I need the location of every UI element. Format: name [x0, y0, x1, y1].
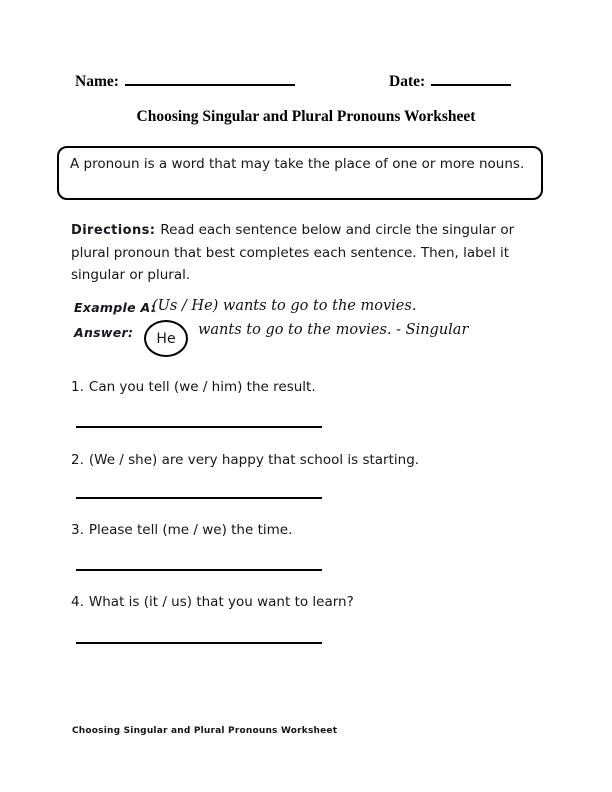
directions-text: Read each sentence below and circle the singular or plural pronoun that best completes each sentence. Then, label it singular or plural.: [71, 222, 515, 283]
question-3-text: Please tell (me / we) the time.: [88, 522, 293, 538]
question-4: [71, 594, 551, 611]
footer-title: Choosing Singular and Plural Pronouns Worksheet: [72, 726, 338, 736]
question-2: [71, 452, 551, 469]
circled-answer-text: He: [156, 330, 176, 347]
circled-answer: [144, 320, 188, 357]
question-1-number: 1.: [71, 379, 84, 395]
answer-line-1[interactable]: [76, 426, 322, 428]
date-blank-line[interactable]: [431, 71, 511, 86]
answer-sentence: wants to go to the movies. - Singular: [198, 322, 469, 338]
question-3-number: 3.: [71, 522, 84, 538]
question-4-number: 4.: [71, 594, 84, 610]
definition-text: A pronoun is a word that may take the place of one or more nouns.: [70, 156, 525, 172]
name-blank-line[interactable]: [125, 71, 295, 86]
question-1: [71, 379, 551, 396]
answer-line-4[interactable]: [76, 642, 322, 644]
directions: [71, 219, 547, 286]
date-field-group: [389, 71, 511, 91]
question-1-text: Can you tell (we / him) the result.: [88, 379, 316, 395]
question-2-text: (We / she) are very happy that school is starting.: [88, 452, 420, 468]
question-3: [71, 522, 551, 539]
date-label: Date:: [389, 73, 426, 90]
question-4-text: What is (it / us) that you want to learn?: [88, 594, 354, 610]
example-sentence: (Us / He) wants to go to the movies.: [152, 298, 417, 314]
example-label: Example A:: [74, 300, 157, 315]
answer-line-2[interactable]: [76, 497, 322, 499]
name-label: Name:: [75, 73, 119, 90]
name-field-group: [75, 71, 295, 91]
definition-box: [57, 146, 543, 200]
question-2-number: 2.: [71, 452, 84, 468]
page-title: Choosing Singular and Plural Pronouns Worksheet: [136, 108, 476, 125]
directions-label: Directions:: [71, 223, 156, 238]
answer-label: Answer:: [74, 325, 134, 340]
answer-line-3[interactable]: [76, 569, 322, 571]
